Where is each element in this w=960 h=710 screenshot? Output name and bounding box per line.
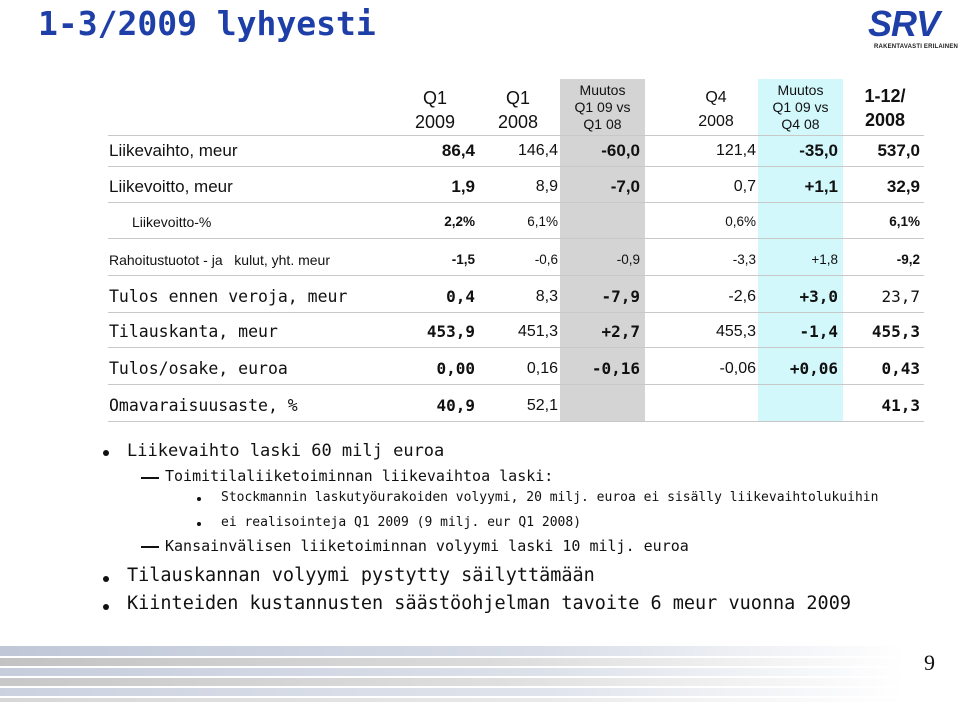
table-cell: -0,9 xyxy=(616,252,640,267)
row-divider xyxy=(108,238,924,239)
table-cell: 86,4 xyxy=(441,141,475,160)
table-cell: -0,16 xyxy=(591,359,640,378)
header-q4-2008: Q4 2008 xyxy=(698,89,734,130)
table-cell: 0,16 xyxy=(526,360,558,377)
row-divider xyxy=(108,202,924,203)
row-label-tulos-ennen-veroja: Tulos ennen veroja, meur xyxy=(109,287,348,306)
table-cell: +1,1 xyxy=(804,177,838,196)
header-q1-2008: Q1 2008 xyxy=(497,88,539,132)
table-cell: 6,1% xyxy=(889,214,920,229)
table-cell: 121,4 xyxy=(715,142,756,159)
table-cell: -7,9 xyxy=(601,287,640,306)
row-divider xyxy=(108,421,924,422)
table-cell: 8,3 xyxy=(535,288,558,305)
bullet-item: Tilauskannan volyymi pystytty säilyttämään xyxy=(127,565,595,586)
row-label-tilauskanta: Tilauskanta, meur xyxy=(109,322,278,341)
bullet-dot xyxy=(197,522,201,526)
row-label-liikevoitto-pct: Liikevoitto-% xyxy=(132,214,212,230)
table-cell: +3,0 xyxy=(799,287,838,306)
table-cell: -35,0 xyxy=(799,141,838,160)
table-cell: 0,4 xyxy=(446,287,475,306)
table-cell: 52,1 xyxy=(526,397,558,414)
logo-letters: SRV xyxy=(868,3,940,44)
table-cell: 1,9 xyxy=(451,177,475,196)
row-divider xyxy=(108,384,924,385)
table-cell: 453,9 xyxy=(426,322,475,341)
table-cell: -3,3 xyxy=(732,252,756,267)
footer-gradient-bar xyxy=(0,646,905,702)
row-divider xyxy=(108,275,924,276)
row-label-liikevoitto: Liikevoitto, meur xyxy=(109,177,233,196)
slide-title: 1-3/2009 lyhyesti xyxy=(38,4,376,43)
table-cell: -7,0 xyxy=(610,177,640,196)
table-cell: 0,43 xyxy=(881,359,920,378)
bullet-item: ei realisointeja Q1 2009 (9 milj. eur Q1 2008) xyxy=(221,515,582,530)
table-cell: -1,4 xyxy=(799,322,838,341)
row-divider xyxy=(108,312,924,313)
header-fy-2008: 1-12/ 2008 xyxy=(864,86,906,130)
bullet-item: Kiinteiden kustannusten säästöohjelman tavoite 6 meur vuonna 2009 xyxy=(127,593,851,614)
header-q1-2009: Q1 2009 xyxy=(414,88,456,132)
logo-tagline: RAKENTAVASTI ERILAINEN xyxy=(874,44,959,50)
table-cell: 2,2% xyxy=(444,214,475,229)
bullet-dot xyxy=(103,576,109,582)
table-cell: 32,9 xyxy=(886,177,920,196)
table-cell: 40,9 xyxy=(436,396,475,415)
table-cell: 8,9 xyxy=(535,178,558,195)
page-number: 9 xyxy=(924,650,935,675)
bullet-dot xyxy=(103,450,109,456)
table-cell: 0,7 xyxy=(733,178,756,195)
header-change-q1: Muutos Q1 09 vs Q1 08 xyxy=(574,82,631,132)
row-label-liikevaihto: Liikevaihto, meur xyxy=(109,141,238,160)
table-cell: 23,7 xyxy=(881,287,920,306)
table-cell: -9,2 xyxy=(896,252,920,267)
table-cell: +1,8 xyxy=(811,252,838,267)
bullet-dash xyxy=(141,546,159,548)
table-cell: 0,6% xyxy=(725,214,756,229)
table-cell: 451,3 xyxy=(517,323,558,340)
bullet-item: Stockmannin laskutyöurakoiden volyymi, 20 milj. euroa ei sisälly liikevaihtolukuihin xyxy=(221,490,879,505)
table-cell: 146,4 xyxy=(517,142,558,159)
table-cell: 41,3 xyxy=(881,396,920,415)
table-cell: -0,6 xyxy=(534,252,558,267)
table-cell: -60,0 xyxy=(601,141,640,160)
row-divider xyxy=(108,166,924,167)
row-divider xyxy=(108,135,924,136)
bullet-dash xyxy=(141,477,159,479)
bullet-item: Liikevaihto laski 60 milj euroa xyxy=(127,441,445,461)
bullet-item: Kansainvälisen liiketoiminnan volyymi laski 10 milj. euroa xyxy=(165,537,689,555)
row-label-omavaraisuusaste: Omavaraisuusaste, % xyxy=(109,396,298,415)
table-cell: 537,0 xyxy=(877,141,920,160)
table-cell: +0,06 xyxy=(789,359,838,378)
header-change-q4: Muutos Q1 09 vs Q4 08 xyxy=(772,82,829,132)
table-cell: -2,6 xyxy=(728,288,756,305)
bullet-item: Toimitilaliiketoiminnan liikevaihtoa laski: xyxy=(165,467,554,485)
table-cell: 455,3 xyxy=(715,323,756,340)
table-cell: -1,5 xyxy=(451,252,475,267)
table-cell: +2,7 xyxy=(601,322,640,341)
table-cell: 455,3 xyxy=(871,322,920,341)
bullet-dot xyxy=(103,604,109,610)
bullet-dot xyxy=(197,497,201,501)
row-label-rahoitus: Rahoitustuotot - ja kulut, yht. meur xyxy=(109,252,330,268)
row-label-tulos-osake: Tulos/osake, euroa xyxy=(109,359,288,378)
table-cell: 6,1% xyxy=(527,214,558,229)
table-cell: -0,06 xyxy=(719,360,756,377)
table-cell: 0,00 xyxy=(436,359,475,378)
row-divider xyxy=(108,347,924,348)
